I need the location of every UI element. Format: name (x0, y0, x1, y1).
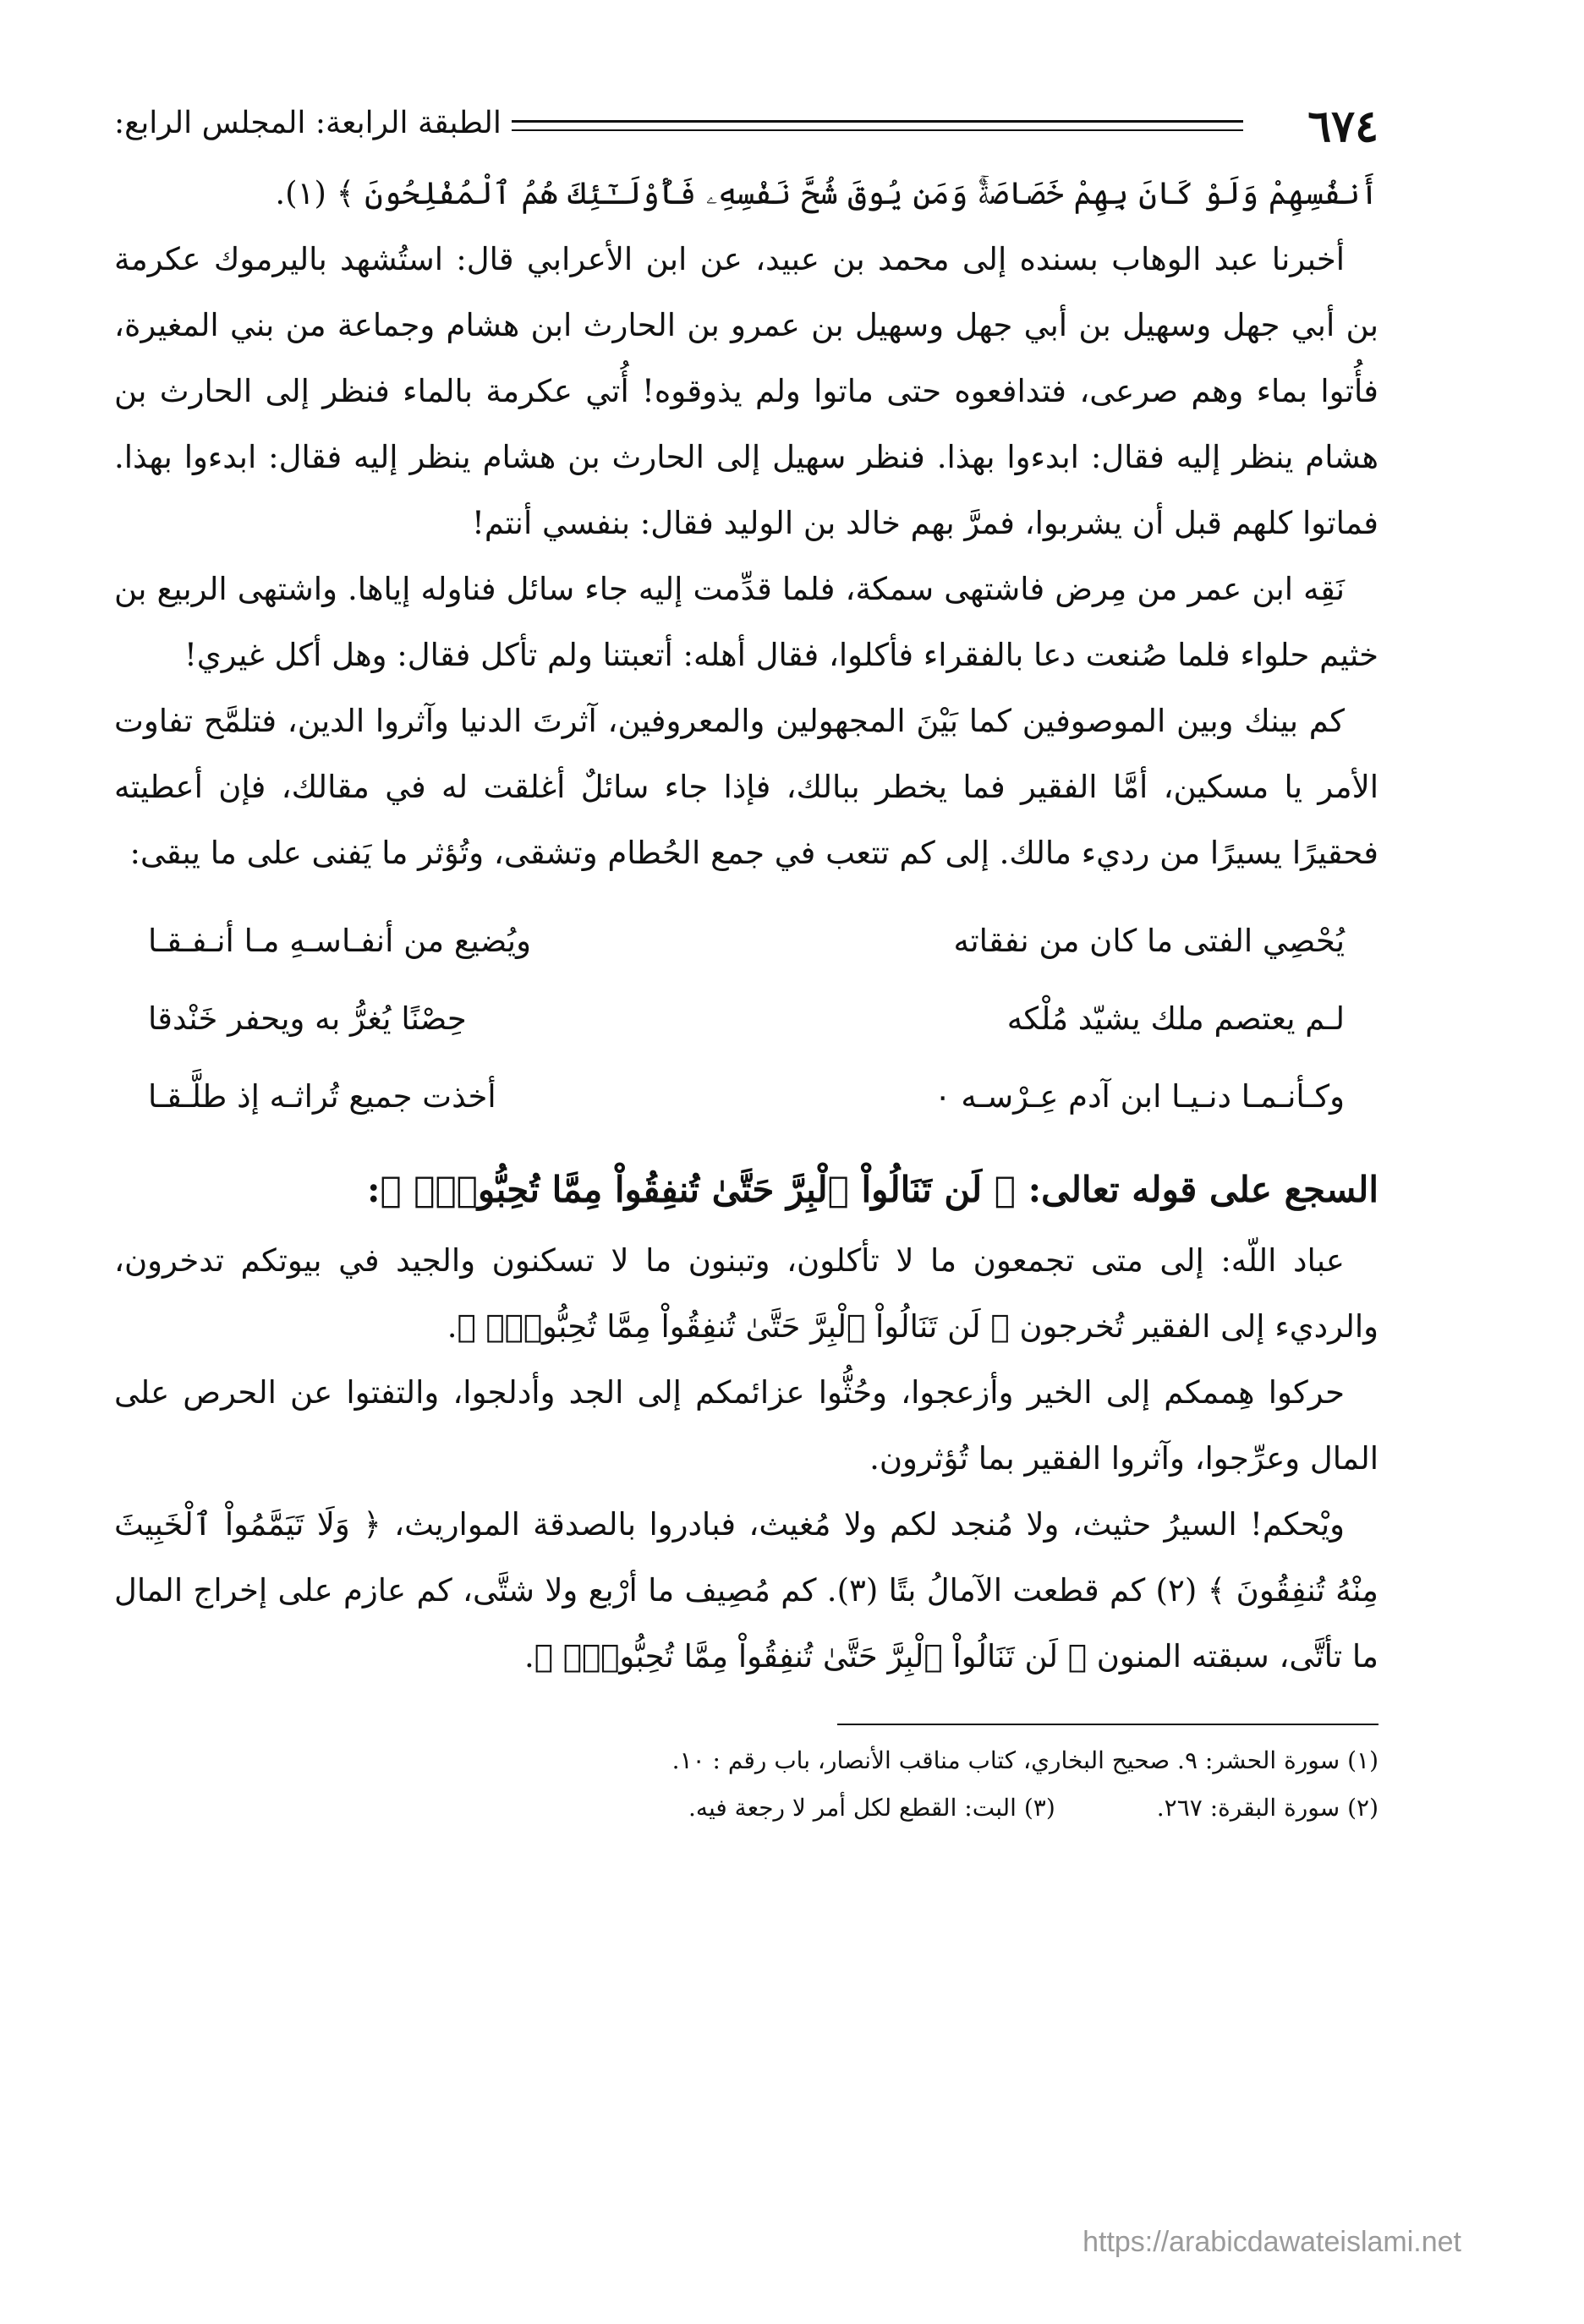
page-header (114, 101, 1378, 161)
verse-second-hemistich: ويُضيع من أنفـاسـهِ مـا أنـفـقـا (148, 922, 531, 959)
paragraph-ibad-allah: عباد اللّه: إلى متى تجمعون ما لا تأكلون، وتبنون ما لا تسكنون والجيد في بيوتكم تدخرون، والرديء إلى الفقير تُخرجون ﴿ لَن تَنَالُواْ ٱلْبِرَّ حَتَّىٰ تُنفِقُواْ مِمَّا تُحِبُّونَۚ ﴾. (114, 1242, 1378, 1345)
paragraph-harrikoo: حركوا هِممكم إلى الخير وأزعجوا، وحُثُّوا عزائمكم إلى الجد وأدلجوا، والتفتوا عن الحرص على المال وعرِّجوا، وآثروا الفقير بما تُؤثرون. (114, 1374, 1378, 1477)
verse-first-hemistich: يُحْصِي الفتى ما كان من نفقاته (953, 922, 1345, 959)
verse-first-hemistich: لـم يعتصم ملك يشيّد مُلْكه (1006, 1000, 1345, 1037)
poem-verse (114, 1057, 1378, 1135)
paragraph-yarmouk: أخبرنا عبد الوهاب بسنده إلى محمد بن عبيد، عن ابن الأعرابي قال: استُشهد باليرموك عكرمة بن أبي جهل وسهيل بن أبي جهل وسهيل بن عمرو بن الحارث ابن هشام وجماعة من بني المغيرة، فأُتوا بماء وهم صرعى، فتدافعوه حتى ماتوا ولم يذوقوه! أُتي عكرمة بالماء فنظر إلى الحارث بن هشام ينظر إليه فقال: ابدءوا بهذا. فنظر سهيل إلى الحارث بن هشام ينظر إليه فقال: ابدءوا بهذا. فماتوا كلهم قبل أن يشربوا، فمرَّ بهم خالد بن الوليد فقال: بنفسي أنتم! (114, 241, 1378, 541)
footnote-3: (٣) البت: القطع لكل أمر لا رجعة فيه. (688, 1794, 1055, 1822)
verse-second-hemistich: أخذت جميع تُراثـه إذ طلَّـقـا (148, 1077, 496, 1115)
header-rule (512, 120, 1243, 131)
paragraph-wayhakum: ويْحكم! السيرُ حثيث، ولا مُنجد لكم ولا مُغيث، فبادروا بالصدقة المواريث، ﴿ وَلَا تَيَمَّمُواْ ٱلْخَبِيثَ مِنْهُ تُنفِقُونَ ﴾ (٢) كم قطعت الآمالُ بتًا (٣). كم مُصِيف ما أرْبع ولا شتَّى، كم عازم على إخراج المال ما تأتَّى، سبقته المنون ﴿ لَن تَنَالُواْ ٱلْبِرَّ حَتَّىٰ تُنفِقُواْ مِمَّا تُحِبُّونَۚ ﴾. (114, 1506, 1378, 1674)
page-number: ٦٧٤ (1307, 101, 1378, 152)
section-heading: السجع على قوله تعالى: ﴿ لَن تَنَالُواْ ٱلْبِرَّ حَتَّىٰ تُنفِقُواْ مِمَّا تُحِبُّونَۚ ﴾: (366, 1169, 1378, 1210)
section-text (114, 1228, 1378, 1690)
footnote-1: (١) سورة الحشر: ٩. صحيح البخاري، كتاب مناقب الأنصار، باب رقم : ١٠. (671, 1746, 1378, 1774)
poem-verse (114, 979, 1378, 1057)
paragraph-ibn-umar: نَقِه ابن عمر من مِرض فاشتهى سمكة، فلما قدِّمت إليه جاء سائل فناوله إياها. واشتهى الربيع بن خثيم حلواء فلما صُنعت دعا بالفقراء فأكلوا، فقال أهله: أتعبتنا ولم تأكل فقال: وهل أكل غيري! (114, 571, 1378, 673)
footnote-divider (837, 1724, 1378, 1725)
source-watermark: https://arabicdawateislami.net (1082, 2226, 1461, 2258)
verse-first-hemistich: وكـأنـمـا دنـيـا ابن آدم عِـرْسـه ٠ (934, 1077, 1345, 1115)
footnotes (114, 1737, 1378, 1832)
main-text (114, 161, 1378, 886)
footnote-2: (٢) سورة البقرة: ٢٦٧. (1156, 1794, 1378, 1822)
poem (114, 902, 1378, 1135)
book-page (114, 101, 1378, 1832)
poem-verse (114, 902, 1378, 979)
running-title: الطبقة الرابعة: المجلس الرابع: (114, 106, 502, 140)
footnote-row (114, 1784, 1378, 1832)
verse-second-hemistich: حِصْنًا يُغرُّ به ويحفر خَنْدقا (148, 1000, 467, 1037)
paragraph-kam-baynak: كم بينك وبين الموصوفين كما بَيْنَ المجهولين والمعروفين، آثرتَ الدنيا وآثروا الدين، فتلمَّح تفاوت الأمر يا مسكين، أمَّا الفقير فما يخطر ببالك، فإذا جاء سائلٌ أغلقت له في مقالك، فإن أعطيته فحقيرًا يسيرًا من رديء مالك. إلى كم تتعب في جمع الحُطام وتشقى، وتُؤثر ما يَفنى على ما يبقى: (114, 703, 1378, 871)
quran-verse-continuation: أَنفُسِهِمْ وَلَوْ كَانَ بِهِمْ خَصَاصَةٌۚ وَمَن يُوقَ شُحَّ نَفْسِهِۦ فَأُوْلَـٰٓئِكَ هُمُ ٱلْمُفْلِحُونَ ﴾ (١). (275, 175, 1378, 211)
